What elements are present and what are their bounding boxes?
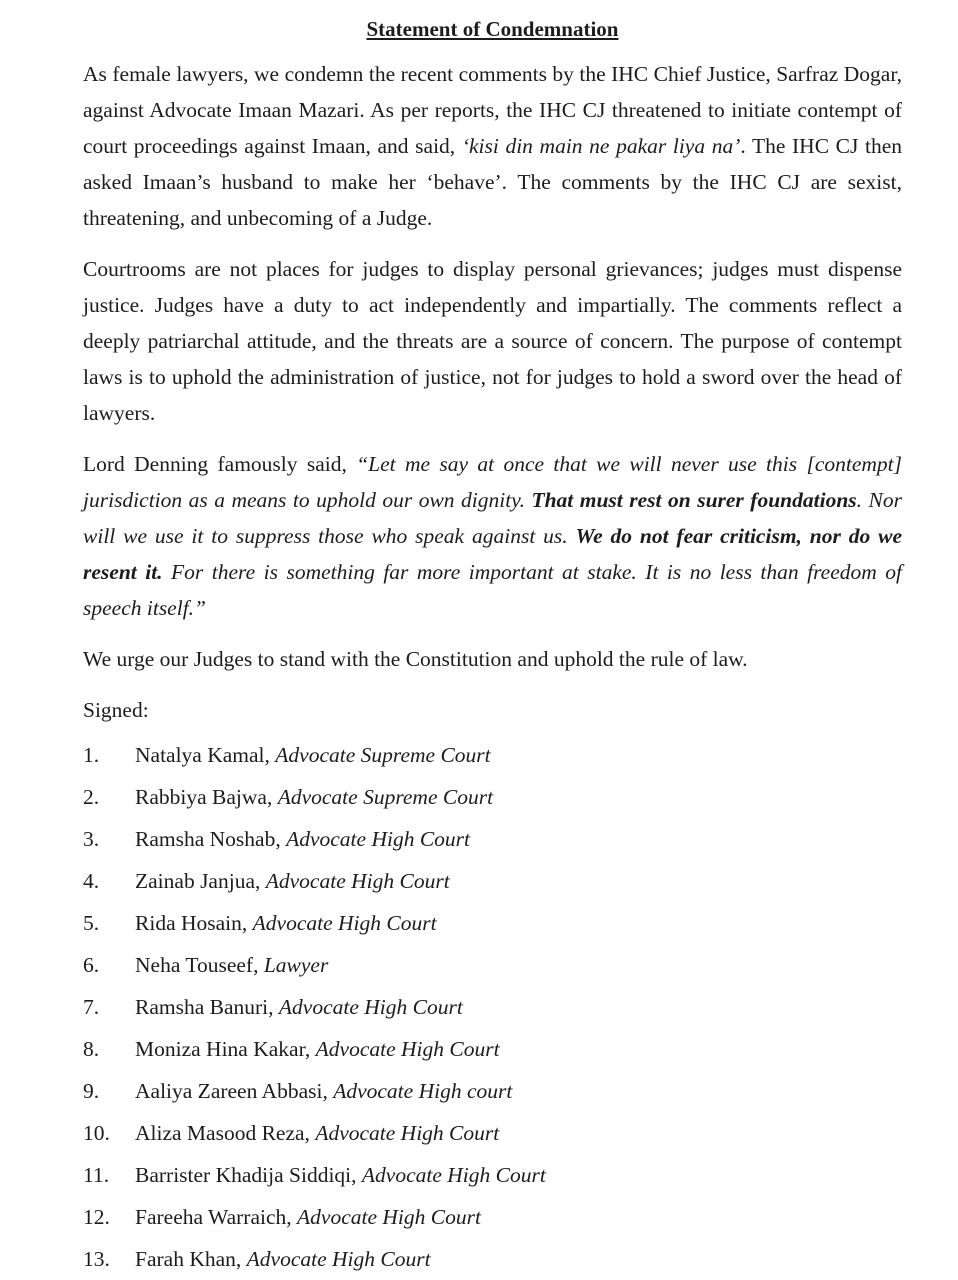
signatory-item bbox=[83, 902, 902, 944]
signatory-role: Advocate High Court bbox=[252, 911, 437, 935]
signatory-role: Advocate High Court bbox=[246, 1247, 431, 1271]
quote-emphasis: That must rest on surer foundations bbox=[531, 488, 857, 512]
signatory-name: Rida Hosain, bbox=[135, 911, 253, 935]
signatory-number: 1. bbox=[83, 743, 100, 767]
signatory-role: Advocate High Court bbox=[286, 827, 470, 851]
signed-label: Signed: bbox=[83, 698, 149, 722]
signatory-role: Advocate High Court bbox=[361, 1163, 546, 1187]
signatory-item bbox=[83, 1238, 902, 1280]
signatory-item bbox=[83, 1196, 902, 1238]
signatory-number: 5. bbox=[83, 911, 100, 935]
paragraph-lord-denning bbox=[83, 446, 902, 626]
signatory-number: 8. bbox=[83, 1037, 100, 1061]
signatory-name: Natalya Kamal, bbox=[135, 743, 276, 767]
signatory-number: 3. bbox=[83, 827, 100, 851]
signatory-number: 2. bbox=[83, 785, 100, 809]
signatory-name: Moniza Hina Kakar, bbox=[135, 1037, 316, 1061]
signatory-item bbox=[83, 860, 902, 902]
signatory-name: Ramsha Noshab, bbox=[135, 827, 287, 851]
quote-text: “Let me say at once that we will never use this [contempt] jurisdiction as a means to uphold our own dignity. bbox=[83, 452, 902, 512]
signatory-name: Fareeha Warraich, bbox=[135, 1205, 298, 1229]
signatory-item bbox=[83, 1154, 902, 1196]
signatory-number: 6. bbox=[83, 953, 100, 977]
signatory-item bbox=[83, 1112, 902, 1154]
signatory-number: 9. bbox=[83, 1079, 100, 1103]
paragraph-text: . The IHC CJ then asked Imaan’s husband to make her ‘behave’. The comments by the IHC CJ are sexist, threatening, and unbecoming of a Judge. bbox=[83, 134, 902, 230]
signatory-role: Advocate High Court bbox=[315, 1121, 500, 1145]
signatory-number: 7. bbox=[83, 995, 100, 1019]
quote-text: For there is something far more important at stake. It is no less than freedom of speech itself.” bbox=[83, 560, 902, 620]
paragraph-text: Lord Denning famously said, bbox=[83, 452, 357, 476]
signatory-item bbox=[83, 1028, 902, 1070]
quote-emphasis: We do not fear criticism, nor do we resent it. bbox=[83, 524, 902, 584]
signatory-role: Advocate Supreme Court bbox=[275, 743, 491, 767]
signatory-name: Rabbiya Bajwa, bbox=[135, 785, 278, 809]
signatory-role: Advocate High Court bbox=[315, 1037, 500, 1061]
signatory-role: Advocate Supreme Court bbox=[277, 785, 494, 809]
signatory-item bbox=[83, 1070, 902, 1112]
urdu-quote: ‘kisi din main ne pakar liya na’ bbox=[461, 134, 741, 158]
signatory-role: Lawyer bbox=[263, 953, 329, 977]
signatory-name: Aaliya Zareen Abbasi, bbox=[135, 1079, 334, 1103]
signatory-name: Aliza Masood Reza, bbox=[135, 1121, 316, 1145]
quote-text: . Nor will we use it to suppress those who speak against us. bbox=[83, 488, 902, 548]
signatory-role: Advocate High Court bbox=[265, 869, 450, 893]
signatory-item bbox=[83, 776, 902, 818]
paragraph-text: As female lawyers, we condemn the recent comments by the IHC Chief Justice, Sarfraz Dogar, against Advocate Imaan Mazari. As per reports, the IHC CJ threatened to initiate contempt of court proceedings against Imaan, and said, bbox=[83, 62, 902, 158]
signatory-number: 4. bbox=[83, 869, 100, 893]
signatory-role: Advocate High Court bbox=[278, 995, 463, 1019]
paragraph-urge: We urge our Judges to stand with the Constitution and uphold the rule of law. bbox=[83, 647, 748, 671]
document-title: Statement of Condemnation bbox=[366, 17, 619, 41]
signatory-number: 10. bbox=[83, 1121, 110, 1145]
signatory-role: Advocate High court bbox=[333, 1079, 513, 1103]
signatory-name: Ramsha Banuri, bbox=[135, 995, 279, 1019]
signatory-number: 12. bbox=[83, 1205, 110, 1229]
signatory-role: Advocate High Court bbox=[297, 1205, 481, 1229]
signatory-name: Farah Khan, bbox=[135, 1247, 247, 1271]
signatory-list bbox=[83, 734, 902, 1280]
signatory-number: 13. bbox=[83, 1247, 110, 1271]
signatory-item bbox=[83, 734, 902, 776]
signatory-name: Barrister Khadija Siddiqi, bbox=[135, 1163, 362, 1187]
signatory-name: Zainab Janjua, bbox=[135, 869, 266, 893]
signatory-item bbox=[83, 986, 902, 1028]
signatory-item bbox=[83, 818, 902, 860]
paragraph-courtrooms: Courtrooms are not places for judges to display personal grievances; judges must dispense justice. Judges have a duty to act independently and impartially. The comments reflect a deeply patriarchal attitude, and the threats are a source of concern. The purpose of contempt laws is to uphold the administration of justice, not for judges to hold a sword over the head of lawyers. bbox=[83, 257, 902, 425]
paragraph-condemnation bbox=[83, 56, 902, 236]
signatory-name: Neha Touseef, bbox=[135, 953, 264, 977]
signatory-number: 11. bbox=[83, 1163, 110, 1187]
signatory-item bbox=[83, 944, 902, 986]
